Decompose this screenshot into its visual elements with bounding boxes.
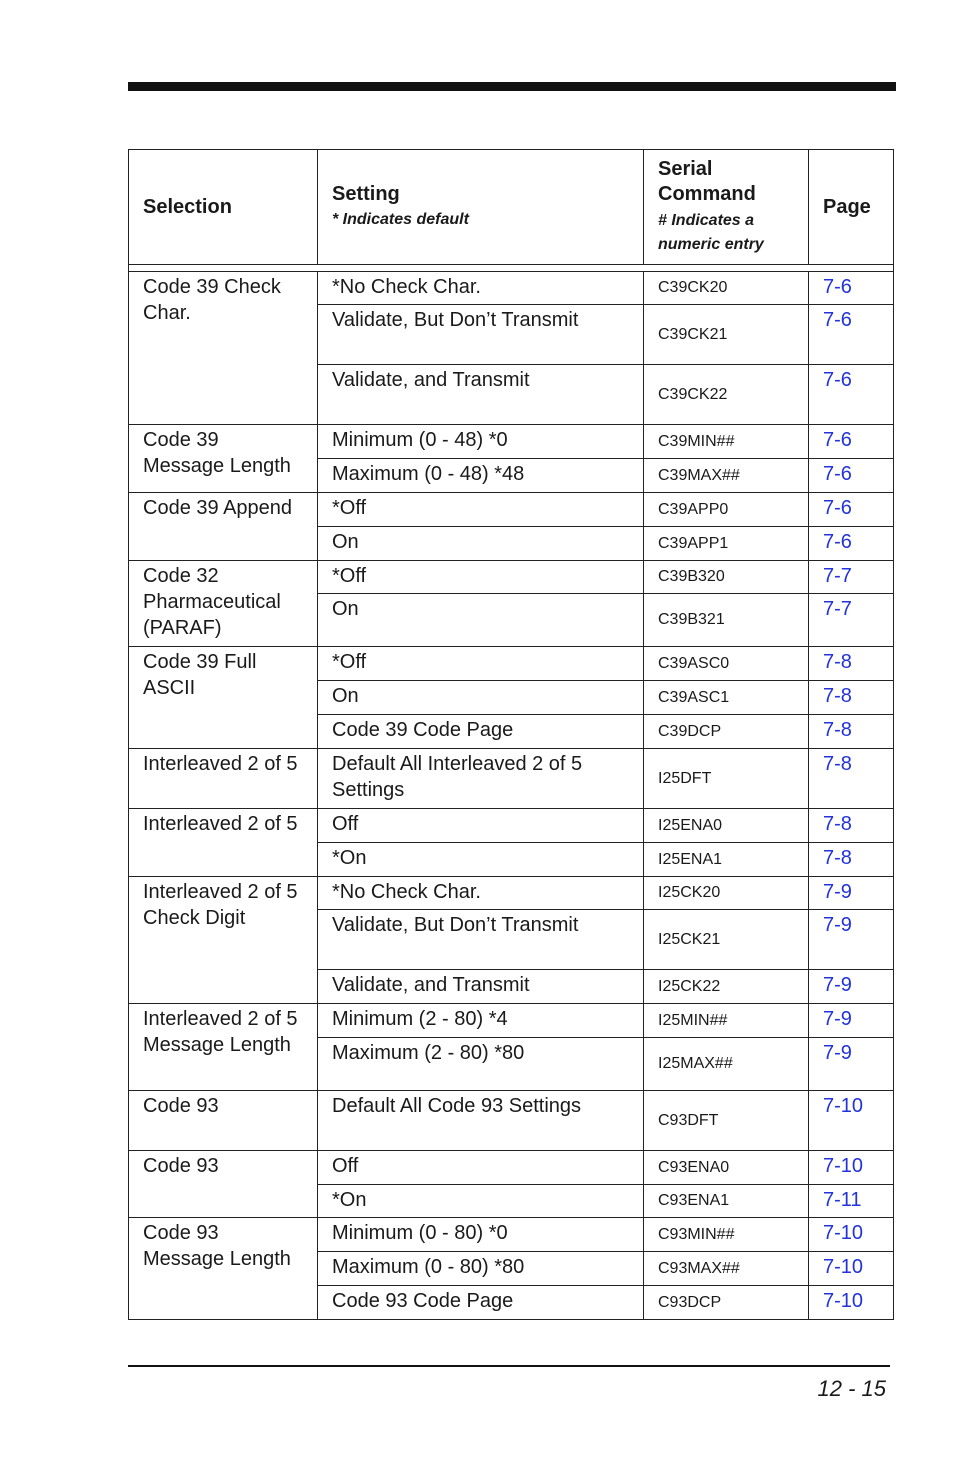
- selection-cell: Interleaved 2 of 5: [129, 749, 318, 809]
- command-cell: C93MAX##: [644, 1252, 809, 1286]
- setting-cell: *No Check Char.: [318, 877, 644, 910]
- setting-cell: *Off: [318, 493, 644, 527]
- command-cell: C39APP0: [644, 493, 809, 527]
- table-row: [129, 1151, 894, 1185]
- header-selection: Selection: [129, 150, 318, 265]
- table-row: [129, 749, 894, 809]
- setting-cell: Default All Code 93 Settings: [318, 1091, 644, 1151]
- command-cell: C39CK20: [644, 272, 809, 305]
- footer-rule: [128, 1365, 890, 1367]
- table-row: [129, 809, 894, 843]
- page-link[interactable]: 7-9: [809, 910, 894, 970]
- page-link[interactable]: 7-10: [809, 1151, 894, 1185]
- setting-cell: Validate, But Don’t Transmit: [318, 910, 644, 970]
- page-link[interactable]: 7-10: [809, 1252, 894, 1286]
- selection-cell: Code 39 Message Length: [129, 425, 318, 493]
- command-cell: C39APP1: [644, 527, 809, 561]
- page-link[interactable]: 7-8: [809, 809, 894, 843]
- table-row: [129, 561, 894, 594]
- header-setting: [318, 150, 644, 265]
- command-cell: C39MIN##: [644, 425, 809, 459]
- header-gap-cell: [129, 265, 894, 272]
- page-link[interactable]: 7-9: [809, 1004, 894, 1038]
- selection-cell: Code 32 Pharmaceutical (PARAF): [129, 561, 318, 647]
- header-gap: [129, 265, 894, 272]
- command-cell: C93DFT: [644, 1091, 809, 1151]
- selection-cell: Interleaved 2 of 5 Check Digit: [129, 877, 318, 1004]
- page-link[interactable]: 7-10: [809, 1091, 894, 1151]
- page-link[interactable]: 7-8: [809, 715, 894, 749]
- command-cell: C93ENA0: [644, 1151, 809, 1185]
- setting-cell: *Off: [318, 647, 644, 681]
- setting-cell: Off: [318, 809, 644, 843]
- setting-cell: Validate, and Transmit: [318, 365, 644, 425]
- setting-cell: *Off: [318, 561, 644, 594]
- table-row: [129, 272, 894, 305]
- table-header-row: [129, 150, 894, 265]
- setting-cell: Off: [318, 1151, 644, 1185]
- setting-cell: Minimum (2 - 80) *4: [318, 1004, 644, 1038]
- page-link[interactable]: 7-6: [809, 425, 894, 459]
- command-cell: C93MIN##: [644, 1218, 809, 1252]
- setting-cell: Maximum (2 - 80) *80: [318, 1038, 644, 1091]
- header-serial-note: # Indicates a numeric entry: [658, 212, 764, 253]
- header-page: Page: [809, 150, 894, 265]
- setting-cell: *No Check Char.: [318, 272, 644, 305]
- command-cell: C39DCP: [644, 715, 809, 749]
- page-link[interactable]: 7-7: [809, 561, 894, 594]
- setting-cell: Validate, But Don’t Transmit: [318, 305, 644, 365]
- command-cell: I25MAX##: [644, 1038, 809, 1091]
- setting-cell: Maximum (0 - 48) *48: [318, 459, 644, 493]
- command-cell: I25DFT: [644, 749, 809, 809]
- header-serial-label: Serial Command: [658, 158, 756, 205]
- page-link[interactable]: 7-8: [809, 843, 894, 877]
- setting-cell: On: [318, 681, 644, 715]
- selection-cell: Code 39 Check Char.: [129, 272, 318, 425]
- selection-cell: Code 39 Full ASCII: [129, 647, 318, 749]
- page-link[interactable]: 7-9: [809, 877, 894, 910]
- serial-command-table: [128, 149, 894, 1320]
- setting-cell: Code 39 Code Page: [318, 715, 644, 749]
- page-link[interactable]: 7-6: [809, 305, 894, 365]
- command-cell: C39B320: [644, 561, 809, 594]
- page-link[interactable]: 7-7: [809, 594, 894, 647]
- header-setting-label: Setting: [332, 182, 400, 205]
- table-row: [129, 1218, 894, 1252]
- command-cell: C93DCP: [644, 1286, 809, 1320]
- selection-cell: Code 93 Message Length: [129, 1218, 318, 1320]
- setting-cell: On: [318, 594, 644, 647]
- command-cell: C39ASC1: [644, 681, 809, 715]
- command-cell: I25CK22: [644, 970, 809, 1004]
- setting-cell: *On: [318, 843, 644, 877]
- table-row: [129, 1091, 894, 1151]
- table-row: [129, 877, 894, 910]
- command-cell: C39CK21: [644, 305, 809, 365]
- selection-cell: Code 39 Append: [129, 493, 318, 561]
- command-cell: I25CK21: [644, 910, 809, 970]
- page-link[interactable]: 7-6: [809, 272, 894, 305]
- setting-cell: Maximum (0 - 80) *80: [318, 1252, 644, 1286]
- header-setting-note: * Indicates default: [332, 210, 469, 228]
- command-cell: I25MIN##: [644, 1004, 809, 1038]
- setting-cell: On: [318, 527, 644, 561]
- selection-cell: Interleaved 2 of 5 Message Length: [129, 1004, 318, 1091]
- selection-cell: Code 93: [129, 1091, 318, 1151]
- page-link[interactable]: 7-8: [809, 647, 894, 681]
- setting-cell: Validate, and Transmit: [318, 970, 644, 1004]
- page-link[interactable]: 7-8: [809, 749, 894, 809]
- top-rule: [128, 82, 896, 91]
- table-row: [129, 425, 894, 459]
- page-link[interactable]: 7-10: [809, 1218, 894, 1252]
- page-link[interactable]: 7-9: [809, 970, 894, 1004]
- header-serial: [644, 150, 809, 265]
- page-link[interactable]: 7-11: [809, 1185, 894, 1218]
- page-link[interactable]: 7-6: [809, 365, 894, 425]
- page-link[interactable]: 7-6: [809, 493, 894, 527]
- page-number: 12 - 15: [817, 1376, 886, 1401]
- setting-cell: Minimum (0 - 80) *0: [318, 1218, 644, 1252]
- command-cell: C39B321: [644, 594, 809, 647]
- command-cell: C93ENA1: [644, 1185, 809, 1218]
- command-cell: C39MAX##: [644, 459, 809, 493]
- command-cell: C39ASC0: [644, 647, 809, 681]
- selection-cell: Interleaved 2 of 5: [129, 809, 318, 877]
- page-link[interactable]: 7-10: [809, 1286, 894, 1320]
- table-row: [129, 493, 894, 527]
- setting-cell: Minimum (0 - 48) *0: [318, 425, 644, 459]
- table-row: [129, 1004, 894, 1038]
- command-cell: C39CK22: [644, 365, 809, 425]
- page-link[interactable]: 7-6: [809, 459, 894, 493]
- page-link[interactable]: 7-8: [809, 681, 894, 715]
- table-row: [129, 647, 894, 681]
- page-link[interactable]: 7-9: [809, 1038, 894, 1091]
- setting-cell: Code 93 Code Page: [318, 1286, 644, 1320]
- command-cell: I25ENA1: [644, 843, 809, 877]
- page-link[interactable]: 7-6: [809, 527, 894, 561]
- command-cell: I25ENA0: [644, 809, 809, 843]
- setting-cell: Default All Interleaved 2 of 5 Settings: [318, 749, 644, 809]
- selection-cell: Code 93: [129, 1151, 318, 1218]
- setting-cell: *On: [318, 1185, 644, 1218]
- command-cell: I25CK20: [644, 877, 809, 910]
